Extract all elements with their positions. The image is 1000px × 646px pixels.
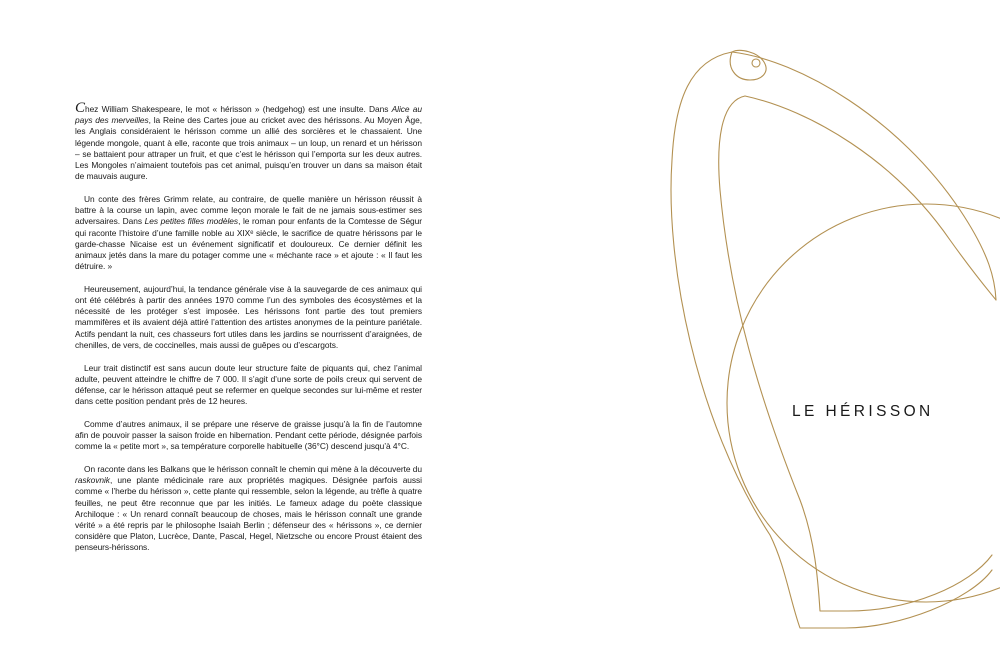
- paragraph-3: Heureusement, aujourd’hui, la tendance générale vise à la sauvegarde de ces animaux qui ont été célébrés à partir des années 1970 comme l’un des symboles des écosystèmes et la nécessité de les protéger s’est imposée. Les hérissons font partie des tout premiers mammifères et ils avaient déjà attiré l’attention des artistes anonymes de la peinture pariétale. Actifs pendant la nuit, ces chasseurs fort utiles dans les jardins se nourrissent d’araignées, de chenilles, de vers, de coccinelles, mais aussi de guêpes ou d’escargots.: [75, 283, 422, 350]
- page-title: LE HÉRISSON: [792, 403, 934, 421]
- term-raskovnik: raskovnik: [75, 475, 110, 486]
- paragraph-1-text-b: , la Reine des Cartes joue au cricket avec des hérissons. Au Moyen Âge, les Anglais considéraient le hérisson comme un allié des sorcières et le chassaient. Une légende mongole, quant à elle, raconte que trois animaux – un loup, un renard et un hérisson – se battaient pour attraper un fruit, et que c’est le hérisson qui l’emporta sur les deux autres. Les Mongoles n’aimaient toutefois pas cet animal, puisqu’en trouver un dans sa maison était de mauvais augure.: [75, 115, 422, 182]
- paragraph-2-text-b: , le roman pour enfants de la Comtesse de Ségur qui raconte l’histoire d’une famille noble au XIXᵉ siècle, le sacrifice de quatre hérissons par le garde-chasse Nicaise est un événement significatif et douloureux. Ce dernier définit les animaux jetés dans la mare du potager comme une « méchante race » et ajoute : « Il faut les détruire. »: [75, 216, 423, 272]
- drop-cap: C: [75, 100, 85, 116]
- paragraph-6: [75, 464, 422, 554]
- paragraph-4: Leur trait distinctif est sans aucun doute leur structure faite de piquants qui, chez l’animal adulte, peuvent atteindre le chiffre de 7 000. Il s’agit d’une sorte de poils creux qui servent de défense, car le hérisson attaqué peut se refermer en quelque secondes sur lui-même et rester dans cette position pendant près de 12 heures.: [75, 362, 422, 407]
- paragraph-1-text-a: hez William Shakespeare, le mot « hérisson » (hedgehog) est une insulte. Dans: [84, 104, 392, 114]
- hedgehog-inner-back: [745, 96, 996, 300]
- book-title-petites-filles: Les petites filles modèles: [144, 216, 239, 227]
- hedgehog-nose: [752, 59, 760, 67]
- hedgehog-outline: [671, 50, 1000, 628]
- paragraph-1: [75, 100, 422, 182]
- hedgehog-back-curve: [732, 52, 996, 300]
- hedgehog-line-illustration: [500, 0, 1000, 646]
- paragraph-2-text-a: Un conte des frères Grimm relate, au contraire, de quelle manière un hérisson réussit à battre à la course un lapin, avec comme leçon morale le fait de ne jamais sous-estimer ses adversaires. Dans: [75, 193, 422, 227]
- body-text: [75, 100, 423, 565]
- hedgehog-body-inner: [719, 96, 992, 611]
- paragraph-6-text-a: On raconte dans les Balkans que le hérisson connaît le chemin qui mène à la découverte du: [84, 463, 422, 474]
- paragraph-2: [75, 194, 422, 272]
- hedgehog-body-outer: [671, 52, 992, 628]
- paragraph-5: Comme d’autres animaux, il se prépare une réserve de graisse jusqu’à la fin de l’automne afin de pouvoir passer la saison froide en hibernation. Pendant cette période, désignée parfois comme la « petite mort », sa température corporelle habituelle (36°C) descend jusqu’à 4°C.: [75, 418, 422, 452]
- paragraph-6-text-b: , une plante médicinale rare aux propriétés magiques. Désignée parfois aussi comme « l’herbe du hérisson », cette plante qui ressemble, selon la légende, au trèfle à quatre feuilles, ne peut être reconnue que par les initiés. Le fameux adage du poète classique Archiloque : « Un renard connaît beaucoup de choses, mais le hérisson connaît une grande vérité » a été repris par le philosophe Isaiah Berlin ; défenseur des « hérissons », ce dernier considère que Platon, Lucrèce, Dante, Pascal, Hegel, Nietzsche ou encore Proust étaient des penseurs-hérissons.: [75, 475, 422, 553]
- book-title-alice: Alice au pays des merveilles: [75, 104, 422, 126]
